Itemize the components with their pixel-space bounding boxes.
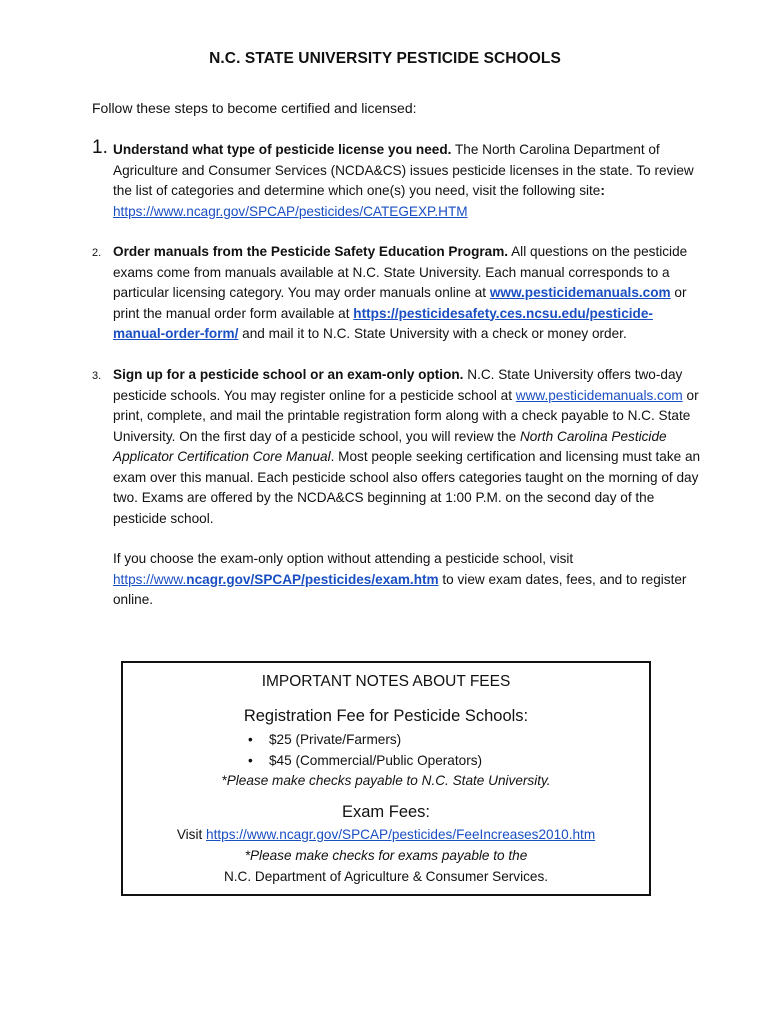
step-2 (92, 242, 702, 345)
step-2-text-3: and mail it to N.C. State University with a check or money order. (238, 326, 627, 341)
bullet-icon: • (248, 732, 253, 747)
fee-commercial: $45 (Commercial/Public Operators) (269, 753, 483, 768)
manual-order-form-link[interactable]: https://pesticidesafety.ces.ncsu.edu/pesticide-manual-order-form/ (113, 305, 653, 341)
step-3-heading: Sign up for a pesticide school or an exam-only option. (113, 367, 464, 382)
registration-fee-note: *Please make checks payable to N.C. State University. (221, 773, 551, 788)
exam-link-prefix: https://www. (113, 571, 187, 587)
registration-fee-heading: Registration Fee for Pesticide Schools: (243, 707, 529, 725)
exam-fees-note: *Please make checks for exams payable to the (244, 848, 528, 863)
exam-only-text-1: If you choose the exam-only option without attending a pesticide school, visit (113, 551, 574, 566)
categories-link[interactable]: https://www.ncagr.gov/SPCAP/pesticides/CATEGEXP.HTM (113, 203, 468, 219)
exam-fees-visit-label: Visit (176, 827, 207, 842)
step-2-heading: Order manuals from the Pesticide Safety Education Program. (113, 244, 509, 259)
list-item (123, 729, 649, 750)
core-manual-title: North Carolina Pesticide Applicator Certification Core Manual (113, 428, 667, 464)
step-3-text-1: N.C. State University offers two-day pesticide schools. You may register online for a pesticide school at (113, 367, 683, 403)
fees-box-heading: IMPORTANT NOTES ABOUT FEES (261, 673, 511, 690)
pesticide-manuals-link[interactable]: www.pesticidemanuals.com (489, 285, 671, 300)
exam-link-bold: ncagr.gov/SPCAP/pesticides/exam.htm (186, 571, 439, 587)
registration-fee-list (123, 729, 649, 771)
step-1-text: The North Carolina Department of Agriculture and Consumer Services (NCDA&CS) issues pesticide licenses in the state. To review the list of categories and determine which one(s) you need, visit the following site (113, 142, 694, 198)
step-2-text-2: or print the manual order form available at (113, 285, 687, 321)
exam-fees-visit (123, 825, 649, 846)
step-3-number: 3. (92, 370, 102, 382)
intro-text: Follow these steps to become certified and licensed: (92, 100, 417, 116)
step-3 (92, 365, 702, 529)
step-1-number: 1. (92, 137, 108, 158)
fees-notes-box (121, 661, 651, 896)
step-1-colon: : (600, 183, 605, 198)
step-1-heading: Understand what type of pesticide license you need. (113, 142, 452, 157)
fee-increases-link[interactable]: https://www.ncagr.gov/SPCAP/pesticides/FeeIncreases2010.htm (206, 827, 596, 842)
step-2-text-1: All questions on the pesticide exams come from manuals available at N.C. State University. Each manual corresponds to a particular licensing category. You may order manuals online at (113, 244, 688, 300)
fee-private: $25 (Private/Farmers) (269, 732, 402, 747)
exam-only-text-2: to view exam dates, fees, and to register online. (113, 571, 687, 607)
step-1 (92, 137, 702, 222)
list-item (123, 750, 649, 771)
step-3-text-2: or print, complete, and mail the printable registration form along with a check payable to N.C. State University. On the first day of a pesticide school, you will review the (113, 387, 699, 444)
step-3-text-3: . Most people seeking certification and licensing must take an exam over this manual. Each pesticide school also offers categories taught on the morning of day two. Exams are offered by the NCDA&CS beginning at 1:00 P.M. on the second day of the pesticide school. (113, 449, 701, 526)
exam-fees-note-2: N.C. Department of Agriculture & Consumer Services. (223, 869, 549, 884)
step-2-number: 2. (92, 247, 102, 259)
register-online-link[interactable]: www.pesticidemanuals.com (515, 387, 683, 403)
bullet-icon: • (248, 753, 253, 768)
exam-link[interactable] (113, 572, 439, 587)
exam-only-paragraph (113, 549, 703, 611)
exam-fees-heading: Exam Fees: (341, 803, 431, 821)
page-title: N.C. STATE UNIVERSITY PESTICIDE SCHOOLS (209, 50, 561, 67)
